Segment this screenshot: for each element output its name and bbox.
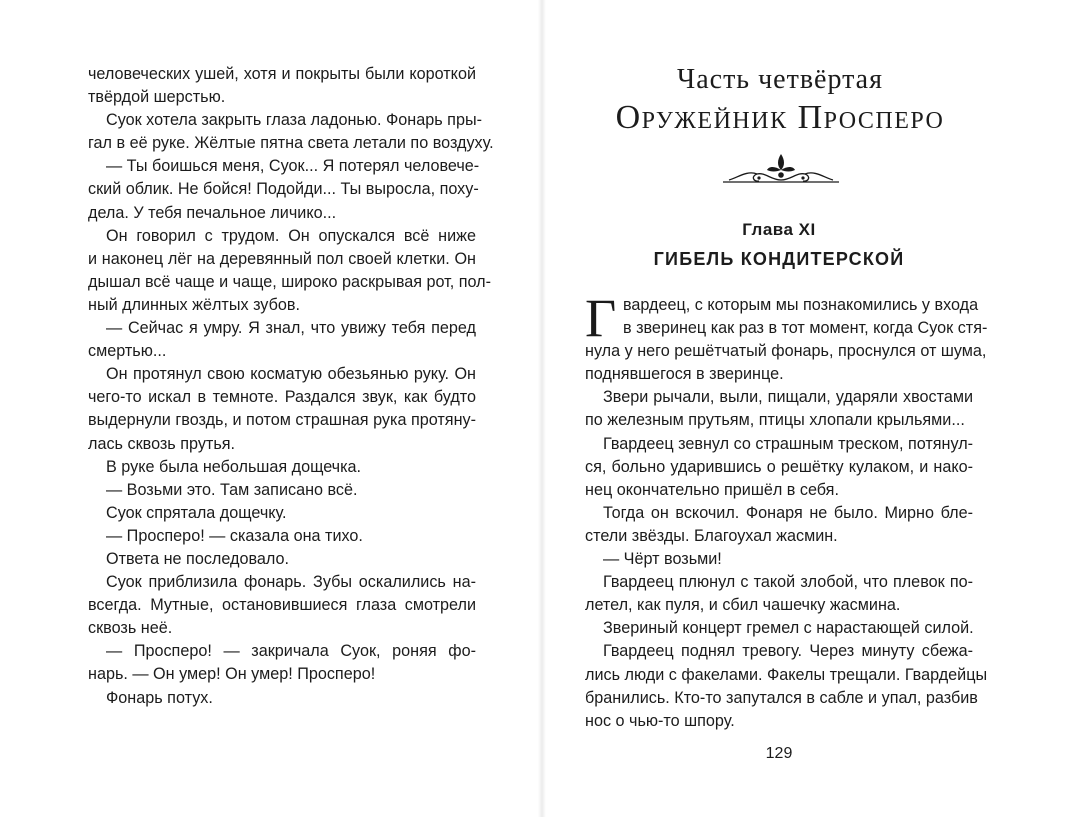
page-number: 129 (765, 745, 793, 762)
text-line: нарь. — Он умер! Он умер! Просперо! (88, 665, 376, 684)
text-line: и наконец лёг на деревянный пол своей клетки. Он (88, 249, 476, 268)
part-title: Часть четвёртая (677, 64, 883, 95)
chapter-number: Глава XI (742, 220, 816, 239)
text-line: в зверинец как раз в тот момент, когда Суок стя- (623, 319, 988, 338)
text-line: нец окончательно пришёл в себя. (585, 480, 839, 499)
chapter-title: ГИБЕЛЬ КОНДИТЕРСКОЙ (653, 249, 905, 269)
text-line: — Сейчас я умру. Я знал, что увижу тебя перед (106, 319, 476, 338)
text-line: Гвардеец зевнул со страшным треском, потянул- (603, 434, 974, 453)
text-line: — Возьми это. Там записано всё. (106, 480, 358, 499)
text-line: стели звёзды. Благоухал жасмин. (585, 526, 838, 545)
text-line: лись люди с факелами. Факелы трещали. Гвардейцы (585, 665, 988, 684)
text-line: Гвардеец плюнул с такой злобой, что плевок по- (603, 573, 973, 592)
text-line: Суок хотела закрыть глаза ладонью. Фонарь пры- (106, 111, 482, 130)
text-line: лась сквозь прутья. (88, 434, 236, 453)
text-line: Ответа не последовало. (106, 549, 290, 568)
text-line: бранились. Кто-то запутался в сабле и упал, разбив (585, 688, 978, 707)
text-line: вардеец, с которым мы познакомились у входа (623, 296, 979, 314)
text-line: дела. У тебя печальное личико... (88, 203, 337, 222)
text-line: Тогда он вскочил. Фонаря не было. Мирно бле- (603, 503, 973, 522)
text-line: нула у него решётчатый фонарь, проснулся от шума, (585, 342, 987, 361)
text-line: сквозь неё. (88, 619, 173, 638)
text-line: поднявшегося в зверинце. (585, 365, 784, 384)
text-line: выдернули гвоздь, и потом страшная рука протяну- (88, 411, 476, 430)
text-line: — Просперо! — закричала Суок, роняя фо- (106, 642, 476, 661)
fleuron-ornament-icon (721, 150, 841, 190)
text-line: — Ты боишься меня, Суок... Я потерял человече- (106, 157, 480, 176)
text-line: дышал всё чаще и чаще, широко раскрывая рот, пол- (88, 272, 492, 291)
text-line: гал в её руке. Жёлтые пятна света летали по воздуху. (88, 134, 494, 153)
text-line: Гвардеец поднял тревогу. Через минуту сбежа- (603, 642, 973, 661)
book-title: Оружейник Просперо (615, 99, 945, 136)
text-line: В руке была небольшая дощечка. (106, 457, 362, 476)
text-line: Фонарь потух. (106, 688, 213, 707)
text-line: нос о чью-то шпору. (585, 711, 735, 730)
text-line: Он говорил с трудом. Он опускался всё ниже (106, 226, 476, 245)
text-line: Звериный концерт гремел с нарастающей силой. (603, 619, 974, 638)
text-line: — Чёрт возьми! (603, 550, 722, 569)
drop-cap: Г (585, 288, 617, 348)
text-line: смертью... (88, 342, 167, 361)
text-line: всегда. Мутные, остановившиеся глаза смотрели (88, 596, 476, 615)
text-line: по железным прутьям, птицы хлопали крыльями... (585, 411, 965, 430)
text-line: — Просперо! — сказала она тихо. (106, 526, 363, 545)
text-line: ся, больно ударившись о решётку кулаком, и нако- (585, 457, 973, 476)
text-line: Суок приблизила фонарь. Зубы оскалились на- (106, 573, 476, 592)
text-line: летел, как пуля, и сбил чашечку жасмина. (585, 596, 901, 615)
text-line: Он протянул свою косматую обезьянью руку. Он (106, 365, 476, 384)
text-line: ный длинных жёлтых зубов. (88, 295, 300, 314)
text-line: ский облик. Не бойся! Подойди... Ты выросла, поху- (88, 180, 479, 199)
left-page-text (88, 63, 494, 710)
text-line: человеческих ушей, хотя и покрыты были короткой (88, 65, 476, 83)
right-page-text (585, 288, 988, 733)
text-line: твёрдой шерстью. (88, 88, 226, 107)
text-line: Звери рычали, выли, пищали, ударяли хвостами (603, 388, 973, 407)
text-line: Суок спрятала дощечку. (106, 503, 287, 522)
text-line: чего-то искал в темноте. Раздался звук, как будто (88, 388, 476, 407)
